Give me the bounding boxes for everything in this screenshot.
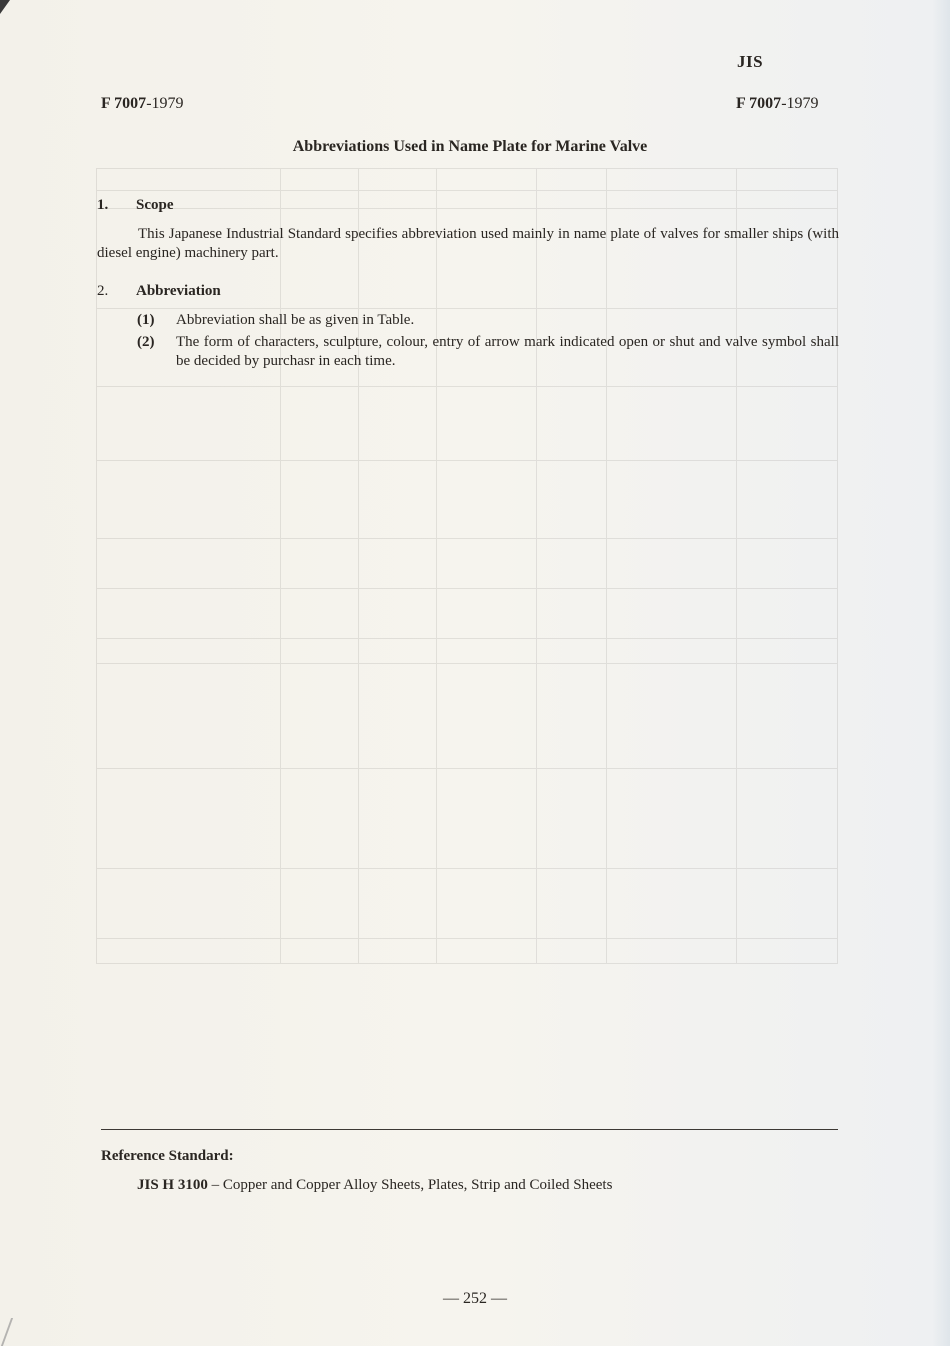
page-edge-shadow [932,0,950,1346]
jis-mark: JIS [737,52,764,71]
list-marker: (2) [137,334,155,350]
list-text: The form of characters, sculpture, colour, entry of arrow mark indicated open or shut and valve symbol shall be decided by purchasr in each time. [176,334,839,369]
reference-separator: – [207,1177,223,1193]
list-item [137,311,839,330]
section-number: 2. [97,283,109,299]
list-marker: (1) [137,312,155,328]
corner-mark [0,0,10,14]
reference-heading: Reference Standard: [101,1148,234,1164]
page-number: — 252 — [443,1290,507,1307]
section-scope-body: This Japanese Industrial Standard specifies abbreviation used mainly in name plate of valves for smaller ships (with diesel engine) machinery part. [97,226,839,261]
reference-code: JIS H 3100 [137,1177,208,1193]
standard-number-left [101,95,184,113]
section-number: 1. [97,197,109,213]
section-abbreviation-heading [97,283,839,300]
section-scope-heading [97,197,839,214]
reference-divider [101,1129,838,1130]
standard-code: F 7007 [736,95,782,112]
list-item [137,333,839,371]
corner-mark-bottom [1,1318,23,1346]
reference-title: Copper and Copper Alloy Sheets, Plates, Strip and Coiled Sheets [222,1177,613,1193]
section-title: Scope [136,197,174,213]
document-title: Abbreviations Used in Name Plate for Marine Valve [292,138,648,155]
standard-year: -1979 [146,95,184,112]
list-text: Abbreviation shall be as given in Table. [176,312,415,328]
section-title: Abbreviation [136,283,221,299]
standard-code: F 7007 [101,95,147,112]
reference-item [137,1177,612,1194]
standard-number-right [736,95,819,113]
standard-year: -1979 [781,95,819,112]
